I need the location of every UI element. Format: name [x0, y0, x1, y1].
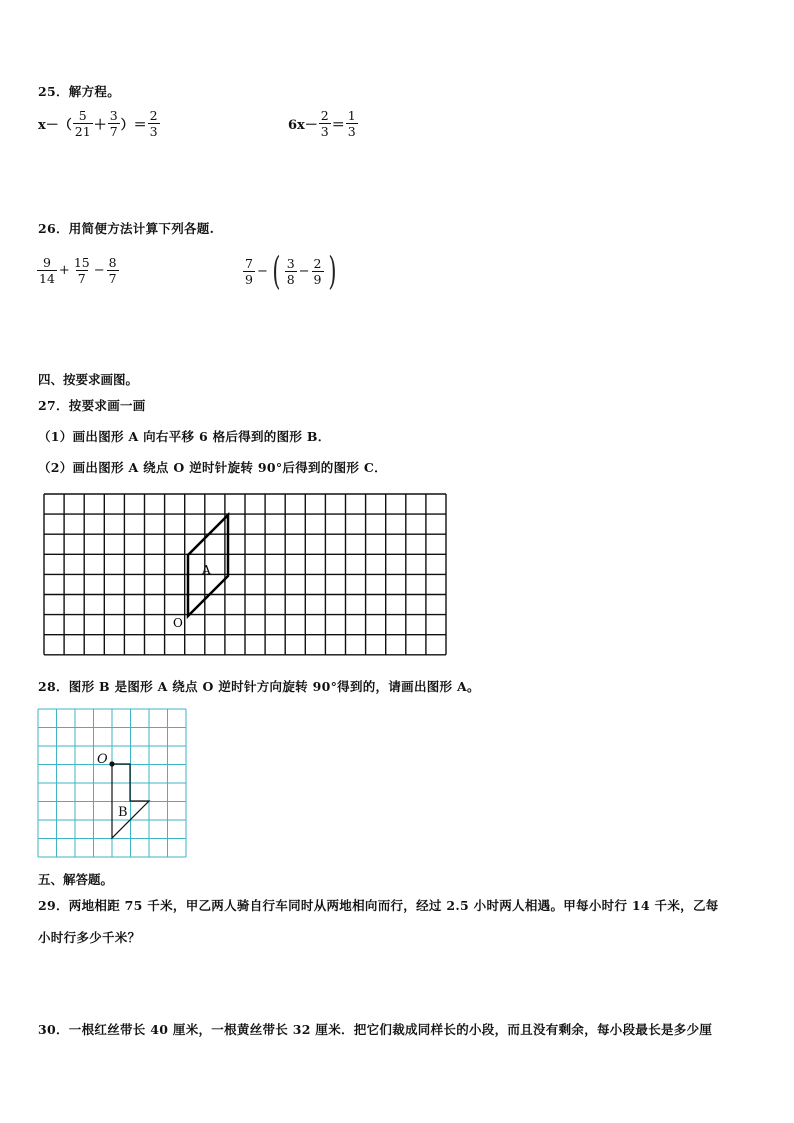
- fraction: $\frac{7}{9}$: [245, 255, 253, 287]
- point-o: [109, 761, 114, 766]
- eq2-prefix: 6x－: [288, 118, 318, 133]
- equals-sign: ＝: [331, 118, 345, 133]
- q28-grid: [36, 707, 188, 859]
- q26-title: 26．用简便方法计算下列各题.: [38, 221, 215, 236]
- q28-title: 28．图形 B 是图形 A 绕点 O 逆时针方向旋转 90°得到的，请画出图形 A。: [38, 679, 480, 694]
- q29-line-2: 小时行多少千米？: [38, 930, 141, 945]
- fraction: $\frac{3}{7}$: [109, 108, 118, 139]
- operator: −: [298, 263, 310, 279]
- q30-line-1: 30．一根红丝带长 40 厘米，一根黄丝带长 32 厘米．把它们裁成同样长的小段，而且没有剩余，每小段最长是多少厘: [38, 1022, 713, 1037]
- eq1-prefix: x－（: [38, 118, 72, 133]
- operator: −: [256, 263, 268, 279]
- q26-expression-1: [36, 255, 120, 286]
- fraction: $\frac{2}{3}$: [149, 108, 158, 139]
- q26-expression-2: [242, 249, 339, 293]
- q29-line-1: 29．两地相距 75 千米，甲乙两人骑自行车同时从两地相向而行，经过 2.5 小时两人相遇。甲每小时行 14 千米，乙每: [38, 898, 719, 913]
- shape-b-label: B: [118, 805, 128, 820]
- section-5-title: 五、解答题。: [38, 872, 114, 887]
- operator: −: [93, 263, 105, 278]
- shape-a-label: A: [202, 563, 211, 577]
- q25-equation-2: [288, 108, 359, 139]
- q27-item-2: （2）画出图形 A 绕点 O 逆时针旋转 90°后得到的图形 C．: [38, 460, 387, 475]
- plus-sign: ＋: [93, 118, 107, 133]
- fraction: $\frac{15}{7}$: [73, 255, 90, 286]
- point-o-label: O: [173, 616, 183, 630]
- q25-equation-1: [38, 108, 161, 139]
- fraction: $\frac{9}{14}$: [39, 255, 55, 286]
- left-paren: (: [272, 249, 281, 293]
- fraction: $\frac{8}{7}$: [108, 255, 117, 286]
- grid-lines: [44, 494, 446, 655]
- q27-item-1: （1）画出图形 A 向右平移 6 格后得到的图形 B．: [38, 429, 331, 444]
- fraction: $\frac{1}{3}$: [347, 108, 356, 139]
- fraction: $\frac{5}{21}$: [74, 108, 91, 139]
- q27-title: 27．按要求画一画: [38, 398, 146, 413]
- point-o-label: O: [97, 752, 108, 767]
- q25-title: 25．解方程。: [38, 84, 120, 99]
- section-4-title: 四、按要求画图。: [38, 372, 139, 387]
- q27-grid: [40, 490, 450, 662]
- eq1-suffix: ）＝: [120, 118, 147, 133]
- fraction: $\frac{2}{9}$: [313, 255, 322, 287]
- fraction: $\frac{2}{3}$: [320, 108, 329, 139]
- fraction: $\frac{3}{8}$: [286, 255, 295, 287]
- operator: +: [58, 263, 70, 278]
- right-paren: ): [327, 249, 336, 293]
